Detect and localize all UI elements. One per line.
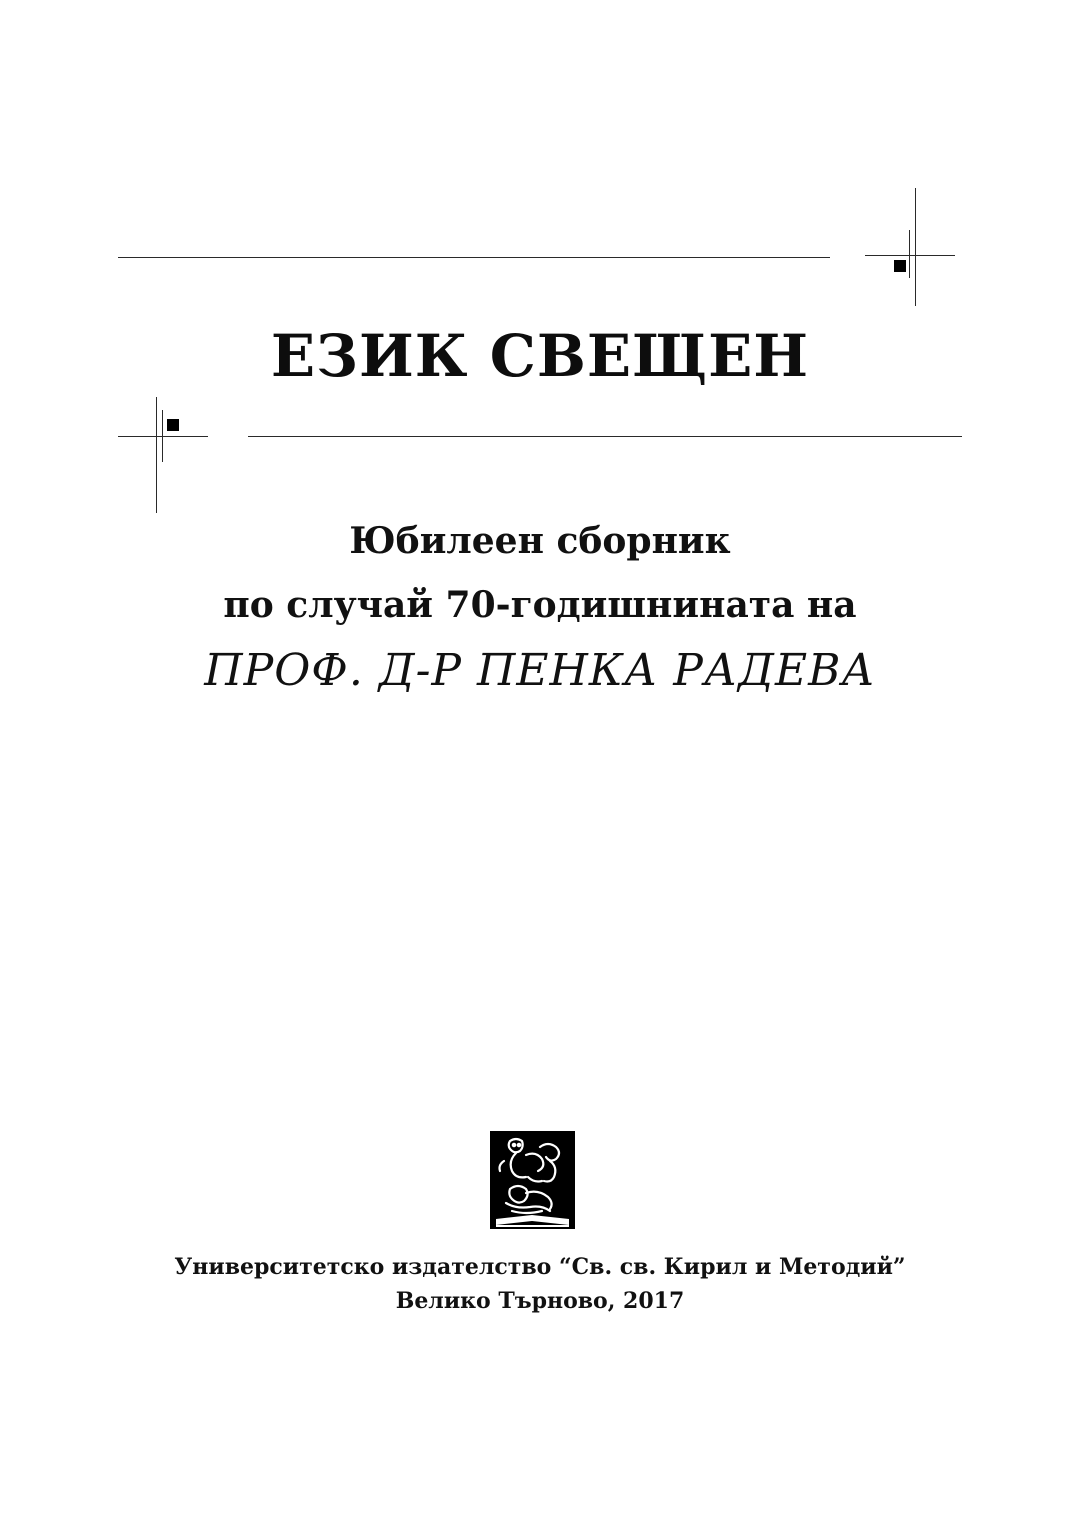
bottom-cross-horizontal: [118, 436, 208, 437]
top-cross-vertical-long: [915, 188, 916, 306]
book-title: ЕЗИК СВЕЩЕН: [270, 322, 810, 390]
top-square-marker: [894, 260, 906, 272]
publisher-place-year: Велико Търново, 2017: [395, 1288, 685, 1314]
bottom-cross-vertical-long: [156, 397, 157, 513]
honoree-name: ПРОФ. Д-Р ПЕНКА РАДЕВА: [204, 645, 876, 696]
top-rule: [118, 257, 830, 258]
bottom-cross-vertical-short: [162, 410, 163, 462]
bottom-rule: [248, 436, 962, 437]
top-cross-vertical-short: [909, 230, 910, 278]
publisher-emblem-icon: [490, 1131, 575, 1229]
publisher-name: Университетско издателство “Св. св. Кирил и Методий”: [174, 1254, 906, 1280]
subtitle-line-1: Юбилеен сборник: [349, 520, 731, 562]
top-cross-horizontal: [865, 255, 955, 256]
bottom-square-marker: [167, 419, 179, 431]
subtitle-line-2: по случай 70-годишнината на: [223, 584, 857, 626]
